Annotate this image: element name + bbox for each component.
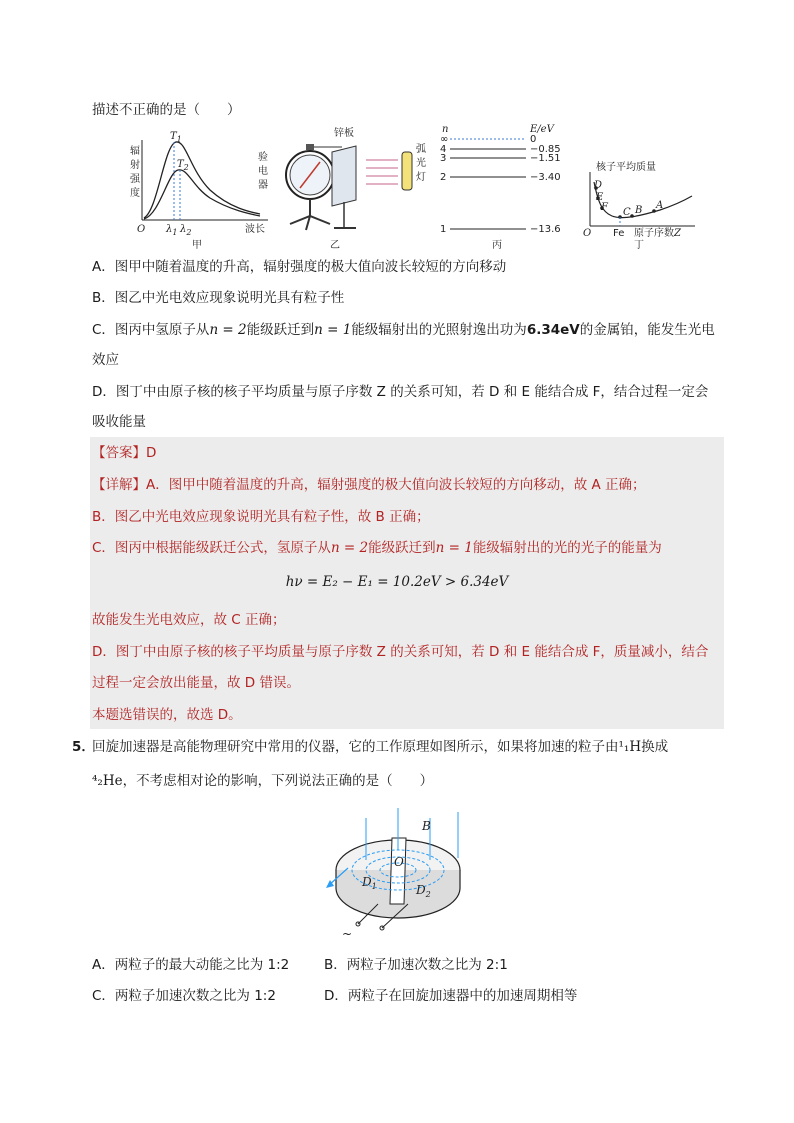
bing-e-3: −1.51 — [530, 153, 561, 164]
ding-ylabel: 核子平均质量 — [596, 162, 656, 173]
bing-n-1: 1 — [440, 224, 447, 235]
figure-bing — [440, 124, 561, 251]
yi-caption: 乙 — [330, 240, 340, 251]
bing-e-header: E/eV — [530, 124, 554, 135]
ding-point-b: B — [635, 205, 643, 216]
detail-d-line2: 过程一定会放出能量，故 D 错误。 — [92, 675, 300, 691]
ding-fe: Fe — [613, 228, 625, 239]
bing-n-header: n — [442, 124, 449, 135]
option-d-line2: 吸收能量 — [92, 414, 146, 430]
energy-formula: hν = E₂ − E₁ = 10.2eV > 6.34eV — [285, 574, 509, 590]
bing-n-inf: ∞ — [440, 134, 449, 145]
jia-ylabel-1: 辐 — [130, 146, 140, 157]
jia-ylabel-2: 射 — [130, 160, 140, 171]
detail-c: C．图丙中根据能级跃迁公式，氢原子从n = 2能级跃迁到n = 1能级辐射出的光的光子的能量为 — [92, 540, 662, 556]
curve-t1 — [144, 142, 260, 218]
bing-e-2: −3.40 — [530, 172, 561, 183]
detail-a: 【详解】A．图甲中随着温度的升高，辐射强度的极大值向波长较短的方向移动，故 A 正确； — [92, 477, 646, 493]
jia-caption: 甲 — [192, 240, 202, 251]
figure-strip — [120, 120, 700, 255]
ac-source-label: ~ — [342, 927, 353, 940]
option-d: D．图丁中由原子核的核子平均质量与原子序数 Z 的关系可知，若 D 和 E 能结合成 F，结合过程一定会 — [92, 384, 709, 400]
yi-lamp-1: 弧 — [416, 144, 426, 155]
yi-lamp-3: 灯 — [416, 172, 426, 183]
option-b: B．图乙中光电效应现象说明光具有粒子性 — [92, 290, 345, 306]
yi-lamp-2: 光 — [416, 158, 426, 169]
bing-e-1: −13.6 — [530, 224, 561, 235]
bing-n-2: 2 — [440, 172, 447, 183]
figure-yi — [258, 126, 426, 251]
option-a: A．图甲中随着温度的升高，辐射强度的极大值向波长较短的方向移动 — [92, 259, 507, 275]
bing-n-3: 3 — [440, 153, 447, 164]
jia-lambda2: $\lambda_2$ — [180, 224, 192, 237]
q5-option-a: A．两粒子的最大动能之比为 1:2 — [92, 957, 290, 973]
jia-origin: O — [137, 224, 146, 235]
q5-option-d: D．两粒子在回旋加速器中的加速周期相等 — [324, 988, 578, 1004]
yi-electroscope-2: 电 — [258, 166, 268, 177]
bing-n-4: 4 — [440, 144, 447, 155]
cyclotron-figure — [318, 808, 478, 940]
q5-option-c: C．两粒子加速次数之比为 1:2 — [92, 988, 276, 1004]
bing-e-4: −0.85 — [530, 144, 561, 155]
conclusion: 本题选错误的，故选 D。 — [92, 707, 242, 723]
question-stem: 描述不正确的是（ ） — [92, 102, 241, 118]
ding-origin: O — [583, 228, 592, 239]
option-c-line2: 效应 — [92, 352, 119, 368]
answer-label: 【答案】D — [92, 445, 157, 461]
center-o-label: O — [394, 855, 404, 869]
ding-point-c: C — [623, 207, 631, 218]
detail-c-end: 故能发生光电效应，故 C 正确； — [92, 612, 286, 628]
ding-caption: 丁 — [634, 240, 644, 251]
jia-t2-label: $T_2$ — [177, 159, 189, 172]
detail-b: B．图乙中光电效应现象说明光具有粒子性，故 B 正确； — [92, 509, 430, 525]
ding-point-d: D — [594, 180, 603, 191]
ding-point-e: E — [596, 192, 604, 203]
detail-d: D．图丁中由原子核的核子平均质量与原子序数 Z 的关系可知，若 D 和 E 能结合成 F，质量减小，结合 — [92, 644, 709, 660]
d1-label: $D_1$ — [362, 875, 377, 891]
question5-stem-line2: ⁴₂He，不考虑相对论的影响，下列说法正确的是（ ） — [92, 773, 434, 789]
yi-plate-label: 锌板 — [334, 128, 354, 139]
d2-label: $D_2$ — [416, 883, 431, 899]
yi-electroscope-1: 验 — [258, 152, 268, 163]
yi-electroscope-3: 器 — [258, 180, 268, 191]
field-b-label: B — [422, 819, 431, 833]
ding-point-a: A — [656, 200, 664, 211]
figure-ding — [583, 160, 695, 251]
ding-xlabel: 原子序数Z — [634, 228, 681, 239]
figure-jia — [130, 131, 268, 251]
jia-t1-label: $T_1$ — [170, 131, 182, 144]
question-number: 5． — [72, 739, 95, 755]
ding-point-f: F — [601, 202, 608, 213]
bing-caption: 丙 — [492, 240, 502, 251]
jia-lambda1: $\lambda_1$ — [166, 224, 178, 237]
option-c: C．图丙中氢原子从n = 2能级跃迁到n = 1能级辐射出的光照射逸出功为6.34eV的金属铂，能发生光电 — [92, 322, 715, 338]
jia-xlabel: 波长 — [245, 224, 265, 235]
question5-stem: 回旋加速器是高能物理研究中常用的仪器，它的工作原理如图所示，如果将加速的粒子由¹₁H换成 — [92, 739, 669, 755]
jia-ylabel-3: 强 — [130, 174, 140, 185]
q5-option-b: B．两粒子加速次数之比为 2:1 — [324, 957, 508, 973]
jia-ylabel-4: 度 — [130, 188, 140, 199]
bing-e-inf: 0 — [530, 134, 537, 145]
